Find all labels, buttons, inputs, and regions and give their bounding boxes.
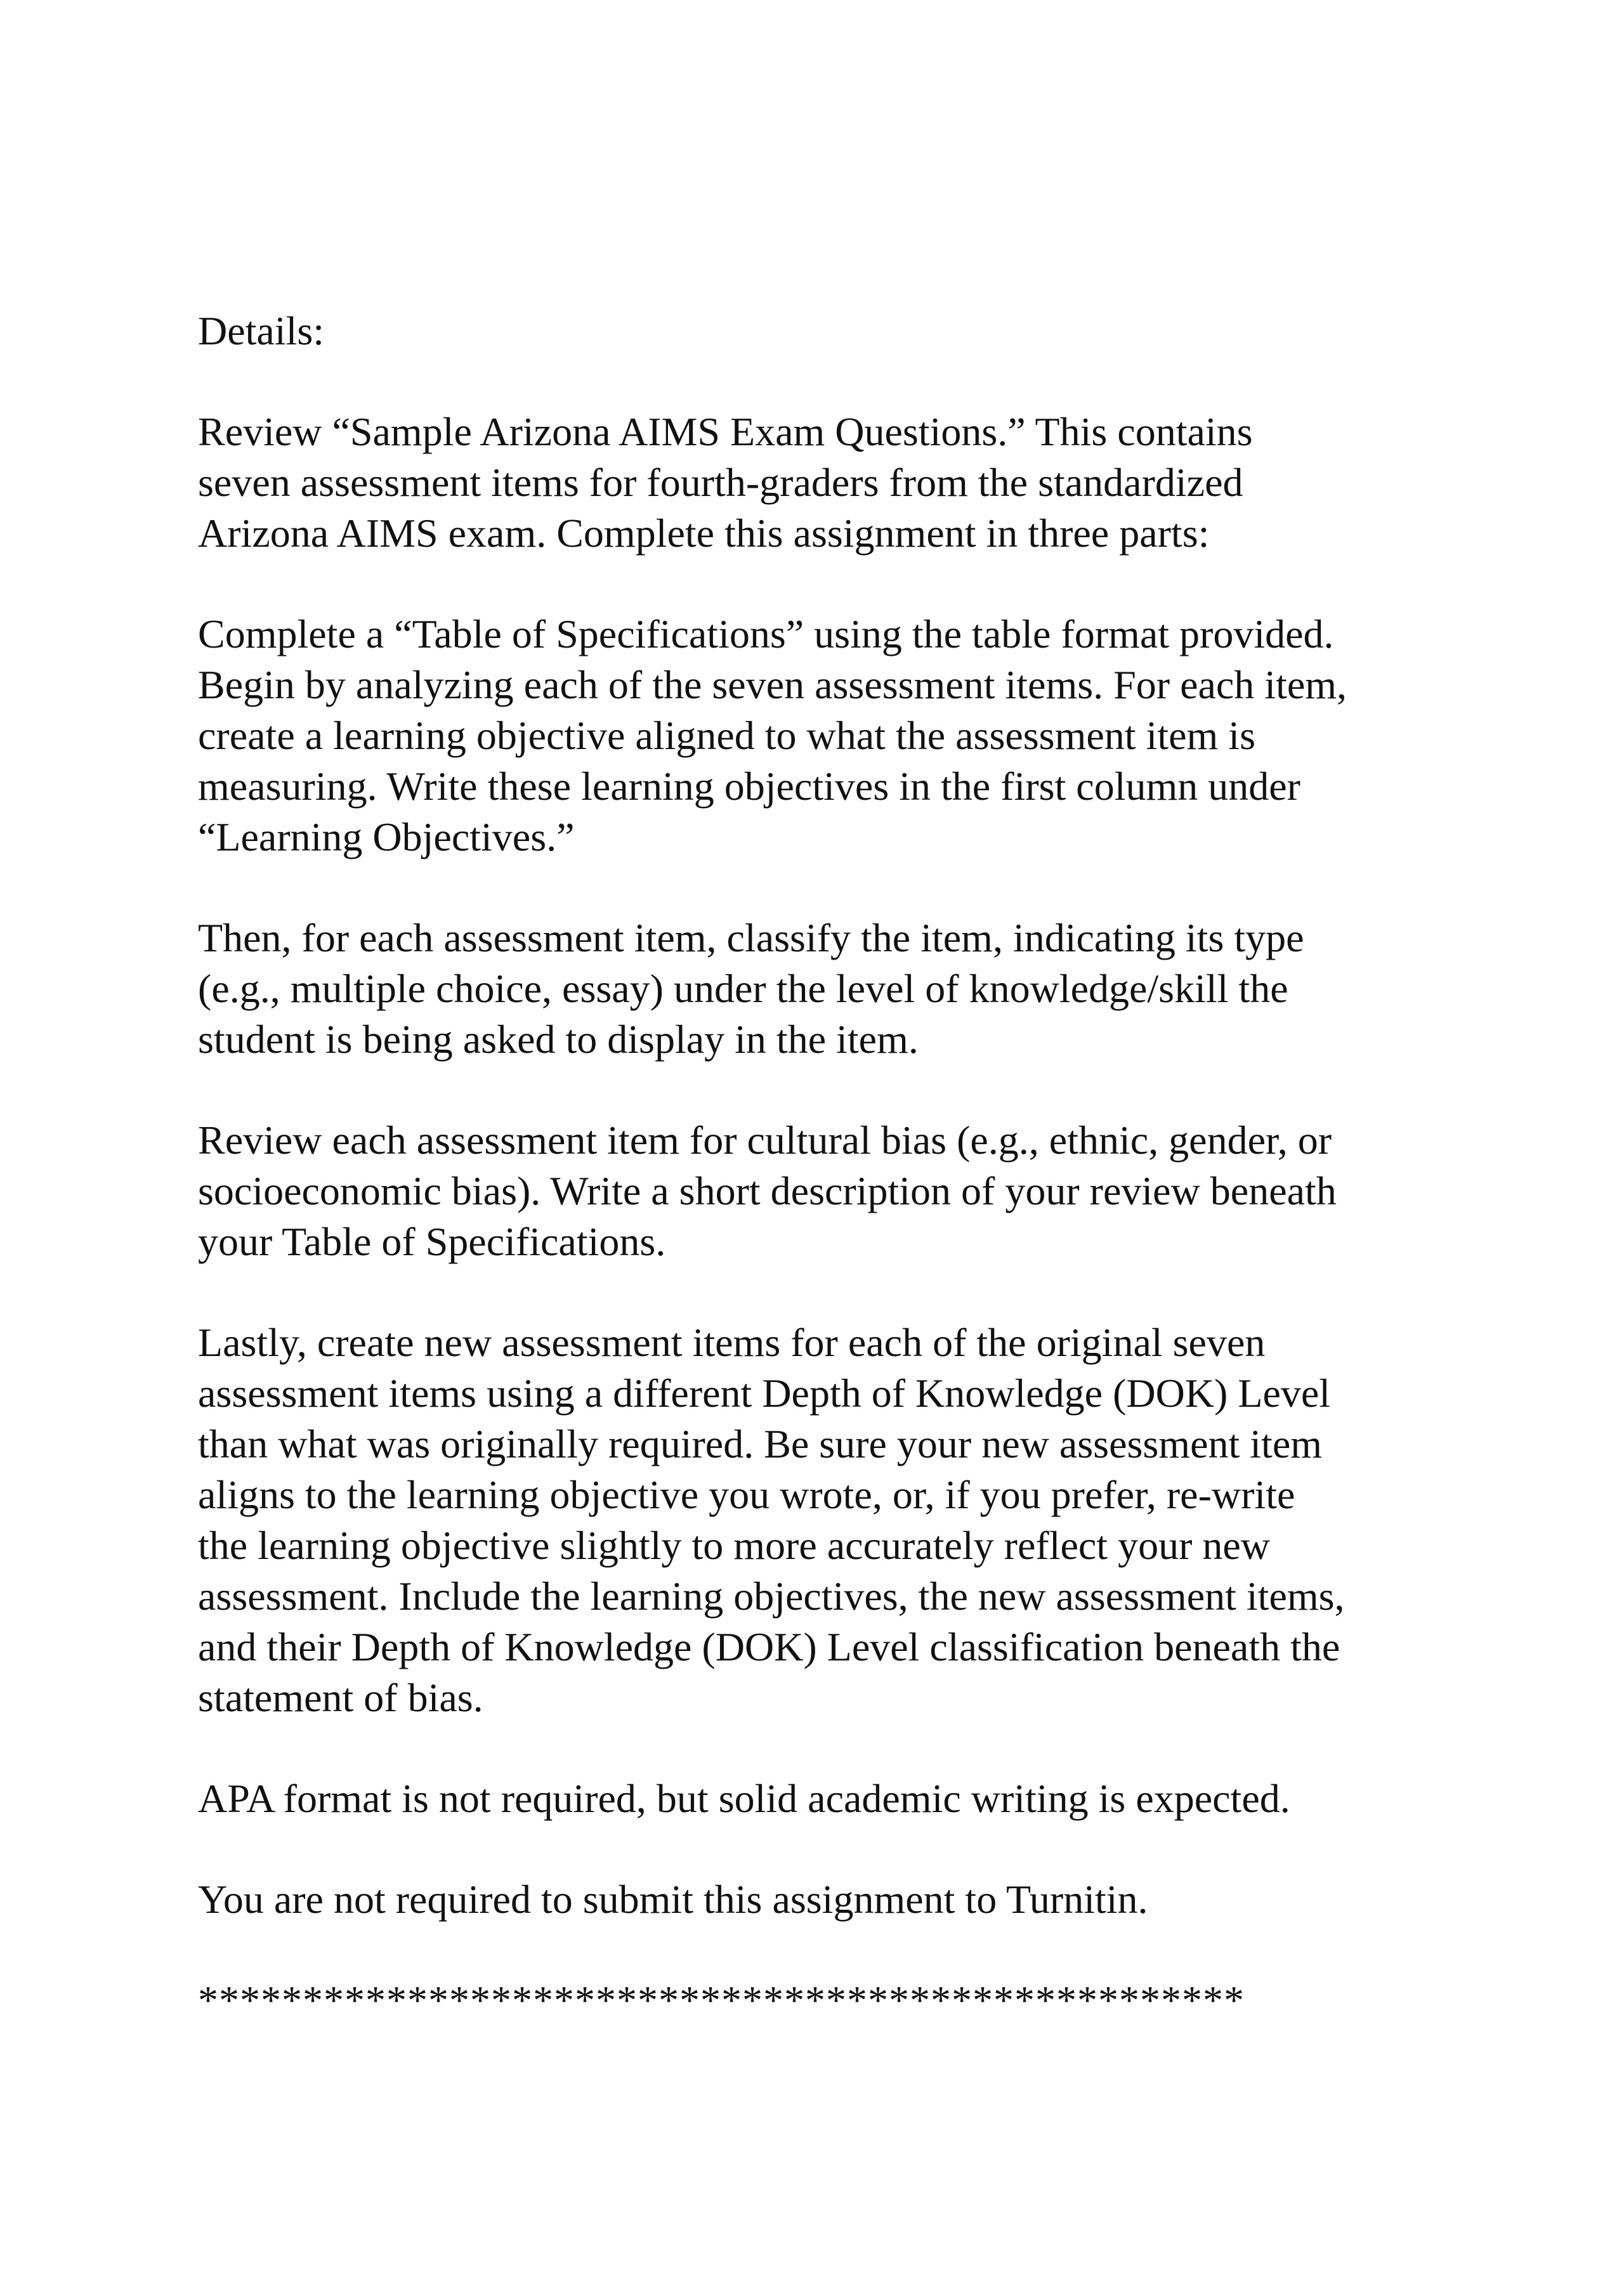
paragraph-classify [198, 913, 1492, 1065]
paragraph-apa [198, 1773, 1492, 1824]
text-line: student is being asked to display in the item. [198, 1017, 919, 1062]
text-line: Review each assessment item for cultural bias (e.g., ethnic, gender, or [198, 1118, 1332, 1163]
text-line: “Learning Objectives.” [198, 814, 575, 859]
text-line: than what was originally required. Be sure your new assessment item [198, 1421, 1322, 1466]
text-line: create a learning objective aligned to what the assessment item is [198, 713, 1255, 758]
text-line: Lastly, create new assessment items for each of the original seven [198, 1320, 1266, 1365]
details-heading: Details: [198, 308, 325, 353]
text-line: seven assessment items for fourth-graders from the standardized [198, 460, 1243, 505]
text-line: Begin by analyzing each of the seven assessment items. For each item, [198, 662, 1347, 707]
text-line: statement of bias. [198, 1675, 483, 1720]
paragraph-review [198, 407, 1492, 559]
text-line: Then, for each assessment item, classify the item, indicating its type [198, 915, 1304, 960]
text-line: Review “Sample Arizona AIMS Exam Questions.” This contains [198, 409, 1253, 454]
document-body [198, 306, 1492, 2026]
paragraph-table-of-specifications [198, 609, 1492, 863]
text-line: APA format is not required, but solid academic writing is expected. [198, 1776, 1290, 1821]
asterisk-separator: ************************************************** [198, 1978, 1245, 2023]
text-line: socioeconomic bias). Write a short description of your review beneath [198, 1168, 1337, 1213]
text-line: Arizona AIMS exam. Complete this assignment in three parts: [198, 511, 1210, 556]
text-line: your Table of Specifications. [198, 1219, 666, 1264]
text-line: and their Depth of Knowledge (DOK) Level classification beneath the [198, 1624, 1340, 1669]
paragraph-cultural-bias [198, 1115, 1492, 1267]
text-line: assessment items using a different Depth of Knowledge (DOK) Level [198, 1371, 1331, 1416]
paragraph-turnitin [198, 1874, 1492, 1925]
text-line: assessment. Include the learning objectives, the new assessment items, [198, 1574, 1345, 1619]
text-line: aligns to the learning objective you wrote, or, if you prefer, re-write [198, 1472, 1295, 1517]
text-line: (e.g., multiple choice, essay) under the level of knowledge/skill the [198, 966, 1288, 1011]
paragraph-new-items [198, 1317, 1492, 1723]
text-line: You are not required to submit this assignment to Turnitin. [198, 1877, 1148, 1922]
text-line: the learning objective slightly to more accurately reflect your new [198, 1523, 1270, 1568]
text-line: Complete a “Table of Specifications” using the table format provided. [198, 611, 1334, 656]
text-line: measuring. Write these learning objectives in the first column under [198, 764, 1300, 809]
